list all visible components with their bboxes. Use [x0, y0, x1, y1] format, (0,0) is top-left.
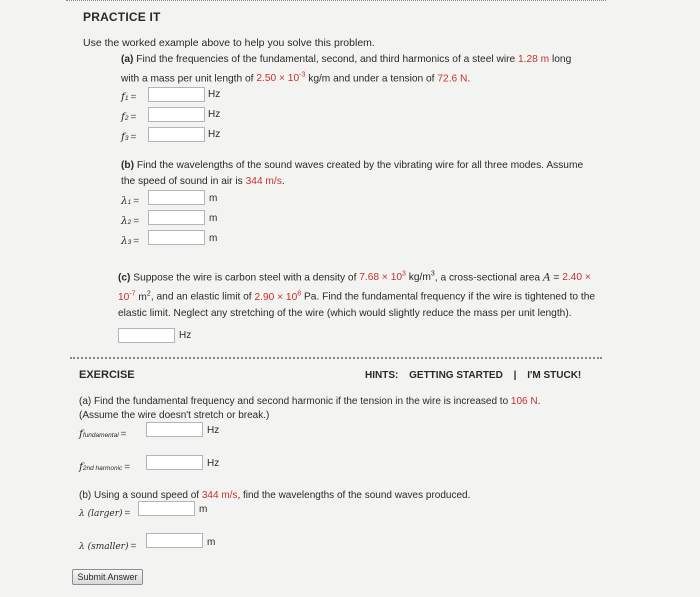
f1-input[interactable]	[148, 87, 205, 102]
lambda3-label: λ3 =	[121, 235, 140, 247]
area-unit: $m^2$	[138, 290, 151, 303]
f2-input[interactable]	[148, 107, 205, 122]
elastic-limit: $2.90 \times 10^8$	[254, 290, 302, 303]
density-unit: $kg/m^3$	[408, 271, 435, 284]
density: $7.68 \times 10^3$	[359, 271, 406, 284]
practice-intro: Use the worked example above to help you solve this problem.	[83, 37, 375, 49]
top-divider	[66, 0, 606, 1]
lambda3-unit: m	[209, 233, 218, 244]
f1-unit: Hz	[208, 89, 221, 100]
hint-getting-started-link[interactable]: GETTING STARTED	[409, 370, 503, 381]
wire-length: 1.28 m	[518, 54, 550, 65]
lambda2-label: λ2 =	[121, 215, 140, 227]
practice-part-a-text: (a) Find the frequencies of the fundamental, second, and third harmonics of a steel wire 1.28 m long with a mass per unit length of $2.50 \times 10^{-3}$ kg/m and under a tension of 72.6 N.	[121, 54, 572, 85]
lambda-larger-input[interactable]	[138, 501, 195, 516]
part-c-label: (c)	[118, 272, 131, 284]
exercise-part-a-text: (a) Find the fundamental frequency and second harmonic if the tension in the wire is increased to 106 N. (Assume the wire doesn't stretch or break.)	[79, 396, 541, 421]
f-second-harmonic-label: f2nd harmonic =	[79, 461, 131, 473]
hints-label: HINTS:	[365, 370, 399, 381]
lambda-smaller-unit: m	[207, 537, 216, 548]
practice-part-b-text: (b) Find the wavelengths of the sound waves created by the vibrating wire for all three modes. Assume the speed of sound in air is 344 m/s.	[121, 160, 584, 187]
lambda2-input[interactable]	[148, 210, 205, 225]
part-a-label: (a)	[121, 54, 134, 65]
part-b-text1: Find the wavelengths of the sound waves created by the vibrating wire for all three modes.	[136, 160, 545, 171]
practice-part-c-text: (c) Suppose the wire is carbon steel with a density of $7.68 \times 10^3$ $kg/m^3$, a cross-sectional area $A = 2.40 \times 10^{-7}$ $m^2$, and an elastic limit of $2.90 \times 10^8$ Pa. Find the fundamental frequency if the wire is tightened to the elastic limit. Neglect any stretching of the wire (which would slightly reduce the mass per unit length).	[118, 271, 596, 319]
exercise-part-b-text: (b) Using a sound speed of 344 m/s, find the wavelengths of the sound waves produced.	[79, 490, 471, 501]
lambda1-unit: m	[209, 193, 218, 204]
lambda2-unit: m	[209, 213, 218, 224]
part-a-text2: long with a mass per unit length of	[121, 54, 572, 85]
part-a-mu-unit: kg/m and under a tension of	[308, 73, 435, 85]
f3-label: f3 =	[121, 131, 137, 143]
lambda-larger-unit: m	[199, 504, 208, 515]
exercise-sound-speed: 344 m/s	[201, 490, 238, 501]
section-divider	[70, 357, 602, 359]
lambda-smaller-input[interactable]	[146, 533, 203, 548]
fundamental-limit-input[interactable]	[118, 328, 175, 343]
f3-unit: Hz	[208, 129, 221, 140]
lambda1-input[interactable]	[148, 190, 205, 205]
f-second-harmonic-input[interactable]	[146, 455, 203, 470]
hints-separator: |	[513, 370, 517, 381]
sound-speed: 344 m/s	[245, 176, 282, 187]
fundamental-limit-unit: Hz	[179, 330, 192, 341]
practice-heading: PRACTICE IT	[83, 10, 161, 24]
f2-label: f2 =	[121, 111, 137, 123]
lambda-larger-label: λ (larger) =	[79, 508, 131, 519]
f-fundamental-label: ffundamental =	[79, 428, 127, 440]
submit-answer-button[interactable]: Submit Answer	[72, 569, 143, 585]
f-fundamental-input[interactable]	[146, 422, 203, 437]
part-b-text2: Assume the speed of sound in air is	[121, 160, 584, 187]
part-b-label: (b)	[121, 160, 135, 171]
part-a-text1: Find the frequencies of the fundamental, second, and third harmonics of a steel wire	[136, 54, 516, 65]
hints-bar	[365, 370, 581, 381]
area: $2.40 \times 10^{-7}$	[118, 272, 591, 303]
lambda-smaller-label: λ (smaller) =	[79, 541, 137, 552]
f-fundamental-unit: Hz	[207, 425, 220, 436]
lambda3-input[interactable]	[148, 230, 205, 245]
tension: 72.6 N	[437, 73, 468, 85]
f1-label: f1 =	[121, 91, 137, 103]
exercise-tension: 106 N	[510, 396, 538, 407]
f2-unit: Hz	[208, 109, 221, 120]
f3-input[interactable]	[148, 127, 205, 142]
hint-stuck-link[interactable]: I'M STUCK!	[527, 370, 582, 381]
mass-per-length: $2.50 \times 10^{-3}$	[256, 72, 306, 85]
lambda1-label: λ1 =	[121, 195, 140, 207]
f-second-harmonic-unit: Hz	[207, 458, 220, 469]
exercise-heading: EXERCISE	[79, 369, 135, 381]
